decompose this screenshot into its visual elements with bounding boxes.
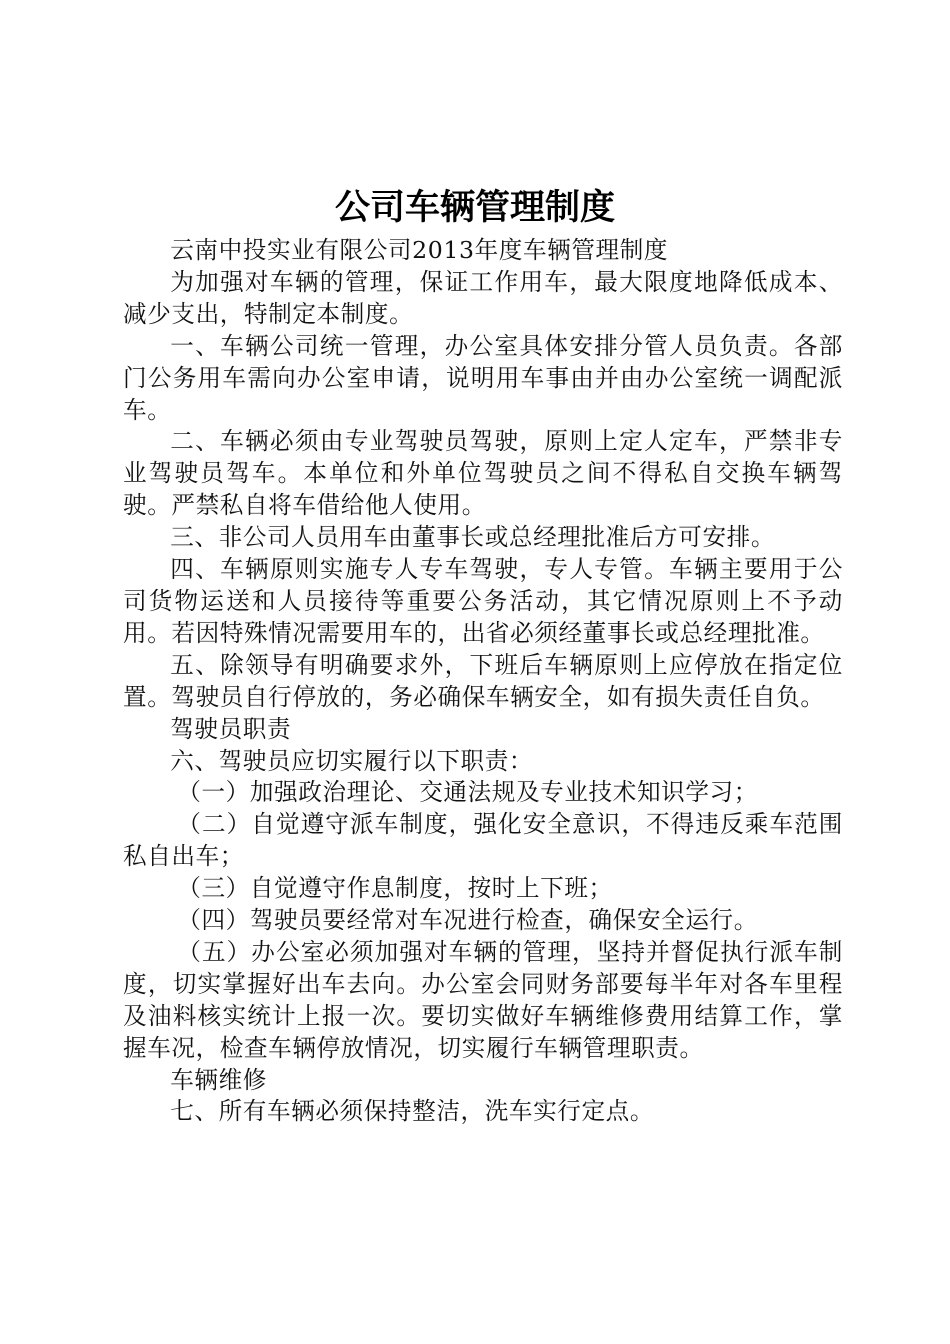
paragraph-duty-2: （二）自觉遵守派车制度，强化安全意识，不得违反乘车范围私自出车；: [123, 810, 843, 871]
paragraph-rule-1: 一、车辆公司统一管理，办公室具体安排分管人员负责。各部门公务用车需向办公室申请，说明用车事由并由办公室统一调配派车。: [123, 331, 843, 424]
paragraph-duty-1: （一）加强政治理论、交通法规及专业技术知识学习；: [177, 778, 758, 807]
paragraph-rule-7: 七、所有车辆必须保持整洁，洗车实行定点。: [170, 1097, 655, 1126]
document-body: [123, 235, 843, 1128]
document-title: 公司车辆管理制度: [334, 188, 615, 228]
paragraph-rule-6: 六、驾驶员应切实履行以下职责：: [170, 746, 534, 775]
paragraph-duty-4: （四）驾驶员要经常对车况进行检查，确保安全运行。: [177, 906, 758, 935]
section-heading-driver-duties: 驾驶员职责: [170, 714, 292, 743]
paragraph-purpose: 为加强对车辆的管理，保证工作用车，最大限度地降低成本、减少支出，特制定本制度。: [123, 267, 843, 328]
section-heading-vehicle-maintenance: 车辆维修: [170, 1065, 267, 1094]
paragraph-rule-3: 三、非公司人员用车由董事长或总经理批准后方可安排。: [170, 523, 776, 552]
paragraph-subtitle: 云南中投实业有限公司2013年度车辆管理制度: [170, 236, 669, 264]
paragraph-rule-5: 五、除领导有明确要求外，下班后车辆原则上应停放在指定位置。驾驶员自行停放的，务必确保车辆安全，如有损失责任自负。: [123, 650, 843, 711]
paragraph-rule-4: 四、车辆原则实施专人专车驾驶，专人专管。车辆主要用于公司货物运送和人员接待等重要公务活动，其它情况原则上不予动用。若因特殊情况需要用车的，出省必须经董事长或总经理批准。: [123, 555, 843, 647]
paragraph-rule-2: 二、车辆必须由专业驾驶员驾驶，原则上定人定车，严禁非专业驾驶员驾车。本单位和外单位驾驶员之间不得私自交换车辆驾驶。严禁私自将车借给他人使用。: [123, 427, 843, 520]
paragraph-duty-5: （五）办公室必须加强对车辆的管理，坚持并督促执行派车制度，切实掌握好出车去向。办公室会同财务部要每半年对各车里程及油料核实统计上报一次。要切实做好车辆维修费用结算工作，掌握车况，检查车辆停放情况，切实履行车辆管理职责。: [123, 937, 843, 1062]
paragraph-duty-3: （三）自觉遵守作息制度，按时上下班；: [177, 874, 613, 903]
